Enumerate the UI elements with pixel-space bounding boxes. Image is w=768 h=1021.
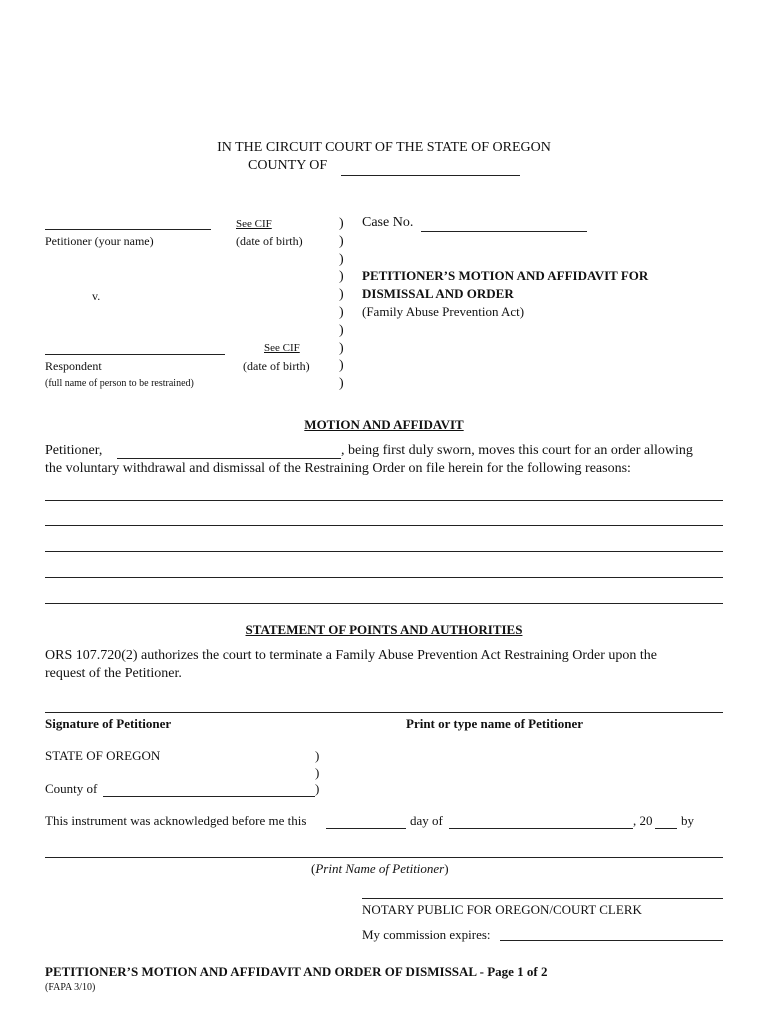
reason-line[interactable] [45,551,723,552]
caption-paren: ) [339,269,344,284]
ack-month-field[interactable] [449,828,633,829]
motion-heading: MOTION AND AFFIDAVIT [304,417,464,432]
ack-year-field[interactable] [655,828,677,829]
petitioner-dob-note: See CIF [236,218,272,230]
respondent-name-field[interactable] [45,354,225,355]
ack-day-field[interactable] [326,828,406,829]
print-name-caption: (Print Name of Petitioner) [311,861,449,876]
print-name-label: Print or type name of Petitioner [406,716,584,731]
notary-label: NOTARY PUBLIC FOR OREGON/COURT CLERK [362,902,642,917]
reason-line[interactable] [45,603,723,604]
document-title: PETITIONER’S MOTION AND AFFIDAVIT FOR [362,268,649,283]
caption-paren: ) [339,287,344,302]
caption-paren: ) [339,341,344,356]
county-field[interactable] [341,175,520,176]
year-prefix: , 20 [633,813,653,828]
petitioner-dob-label: (date of birth) [236,234,303,248]
respondent-dob-label: (date of birth) [243,359,310,373]
case-no-label: Case No. [362,215,414,230]
caption-paren: ) [339,234,344,249]
petitioner-name-field[interactable] [45,229,211,230]
form-code: (FAPA 3/10) [45,982,96,993]
reason-line[interactable] [45,577,723,578]
notary-signature-line[interactable] [362,898,723,899]
county-of-label: County of [45,781,98,796]
respondent-sublabel: (full name of person to be restrained) [45,378,194,389]
state-label: STATE OF OREGON [45,748,161,763]
footer-title: PETITIONER’S MOTION AND AFFIDAVIT AND ORDER OF DISMISSAL - Page 1 of 2 [45,964,548,979]
document-title-line2: DISMISSAL AND ORDER [362,286,514,301]
state-paren: ) [315,748,320,763]
state-paren: ) [315,765,320,780]
statement-line1: ORS 107.720(2) authorizes the court to terminate a Family Abuse Prevention Act Restraining Order upon the [45,648,657,663]
motion-text-start: Petitioner, [45,443,103,458]
reason-line[interactable] [45,525,723,526]
county-of-field[interactable] [103,796,315,797]
reason-line[interactable] [45,500,723,501]
versus-text: v. [92,289,101,303]
caption-paren: ) [339,358,344,373]
court-title: IN THE CIRCUIT COURT OF THE STATE OF OREGON [217,140,551,155]
statement-heading: STATEMENT OF POINTS AND AUTHORITIES [245,622,523,637]
caption-paren: ) [339,305,344,320]
respondent-label: Respondent [45,359,102,373]
caption-paren: ) [339,252,344,267]
petitioner-print-name-line[interactable] [45,857,723,858]
by-label: by [681,813,694,828]
print-name-caption-text: Print Name of Petitioner [315,861,445,876]
motion-text-line2: the voluntary withdrawal and dismissal of the Restraining Order on file herein for the following reasons: [45,461,631,476]
signature-line[interactable] [45,712,723,713]
day-of-label: day of [410,813,443,828]
petitioner-label: Petitioner (your name) [45,234,154,248]
caption-paren: ) [339,323,344,338]
signature-label: Signature of Petitioner [45,716,172,731]
caption-paren: ) [339,376,344,391]
motion-text-rest: , being first duly sworn, moves this court for an order allowing [341,443,693,458]
petitioner-name-inline-field[interactable] [117,458,341,459]
caption-paren: ) [339,216,344,231]
commission-label: My commission expires: [362,927,491,942]
case-no-field[interactable] [421,231,587,232]
respondent-dob-note: See CIF [264,342,300,354]
county-label: COUNTY OF [248,158,328,173]
document-subtitle: (Family Abuse Prevention Act) [362,304,525,319]
statement-line2: request of the Petitioner. [45,666,182,681]
acknowledgement-text: This instrument was acknowledged before me this [45,813,307,828]
county-paren: ) [315,781,320,796]
commission-expires-field[interactable] [500,940,723,941]
